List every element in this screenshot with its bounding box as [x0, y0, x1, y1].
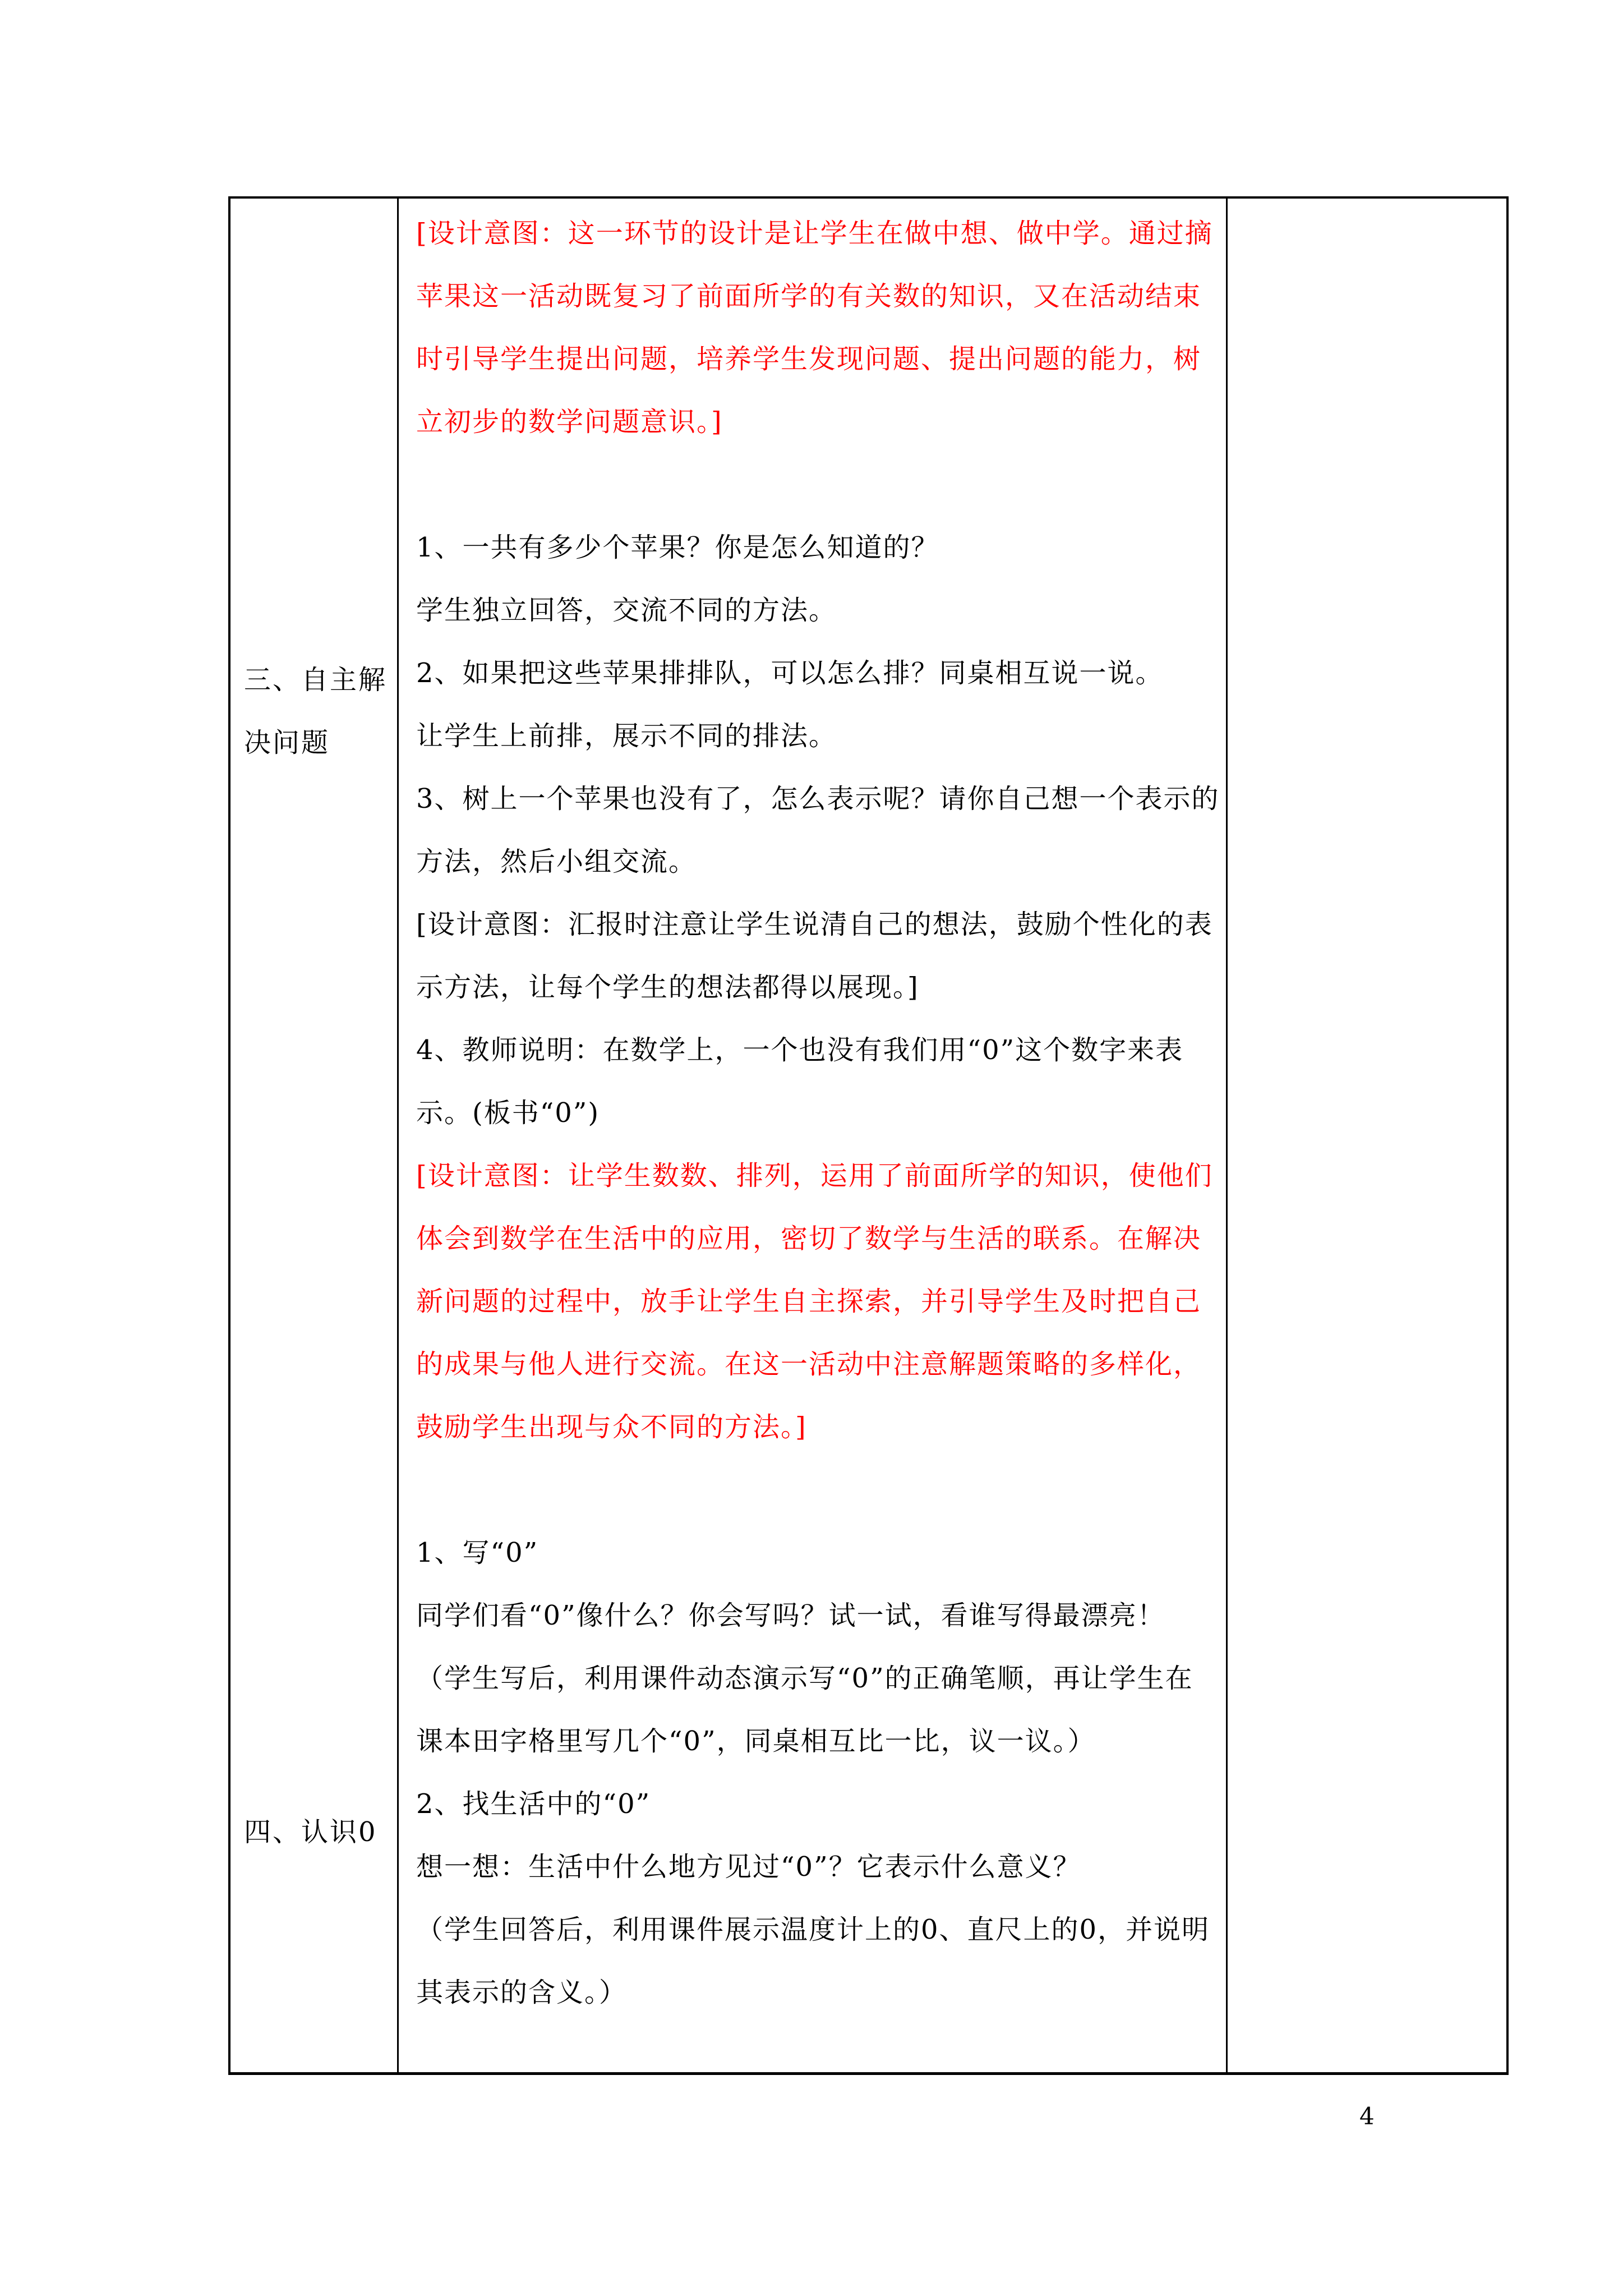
- stage-label-line: 三、自主解: [244, 664, 388, 696]
- section-gap: [416, 1458, 1224, 1521]
- content-line: 同学们看“0”像什么？你会写吗？试一试，看谁写得最漂亮！: [416, 1600, 1165, 1631]
- table-divider-notes: [1226, 196, 1228, 2075]
- design-intent-line: 的成果与他人进行交流。在这一活动中注意解题策略的多样化，: [416, 1349, 1202, 1380]
- content-line: 学生独立回答，交流不同的方法。: [416, 595, 837, 626]
- table-divider-stage: [397, 196, 399, 2075]
- design-intent-line: [设计意图：让学生数数、排列，运用了前面所学的知识，使他们: [416, 1160, 1213, 1191]
- content-line: 1、写“0”: [416, 1537, 539, 1568]
- content-line: 2、如果把这些苹果排排队，可以怎么排？同桌相互说一说。: [416, 657, 1164, 689]
- table-top-border: [228, 196, 1509, 199]
- content-line: 方法，然后小组交流。: [416, 846, 697, 877]
- table-right-border: [1506, 196, 1509, 2075]
- content-line: 示方法，让每个学生的想法都得以展现。]: [416, 972, 919, 1003]
- content-line: 想一想：生活中什么地方见过“0”？它表示什么意义？: [416, 1851, 1081, 1883]
- content-line: 示。(板书“0”): [416, 1097, 600, 1129]
- content-line: （学生回答后，利用课件展示温度计上的0、直尺上的0，并说明: [416, 1914, 1210, 1945]
- content-line: 4、教师说明：在数学上，一个也没有我们用“0”这个数字来表: [416, 1034, 1184, 1066]
- page-number: 4: [1359, 2102, 1375, 2130]
- content-line: 课本田字格里写几个“0”，同桌相互比一比，议一议。）: [416, 1726, 1096, 1757]
- content-cell: [416, 202, 1224, 2024]
- design-intent-line: 新问题的过程中，放手让学生自主探索，并引导学生及时把自己: [416, 1286, 1202, 1317]
- table-left-border: [228, 196, 230, 2075]
- content-line: 2、找生活中的“0”: [416, 1788, 651, 1820]
- design-intent-line: 体会到数学在生活中的应用，密切了数学与生活的联系。在解决: [416, 1223, 1202, 1254]
- stage-label-line: 决问题: [244, 727, 330, 758]
- design-intent-line: 时引导学生提出问题，培养学生发现问题、提出问题的能力，树: [416, 343, 1202, 375]
- content-line: 让学生上前排，展示不同的排法。: [416, 720, 837, 752]
- design-intent-line: 立初步的数学问题意识。]: [416, 406, 723, 438]
- content-line: 其表示的含义。）: [416, 1977, 628, 2008]
- stage-label-four: 四、认识0: [244, 1816, 377, 1848]
- row-three-content: [416, 202, 1224, 1458]
- design-intent-line: [设计意图：这一环节的设计是让学生在做中想、做中学。通过摘: [416, 218, 1213, 249]
- content-line: [设计意图：汇报时注意让学生说清自己的想法，鼓励个性化的表: [416, 909, 1213, 940]
- design-intent-line: 鼓励学生出现与众不同的方法。]: [416, 1411, 807, 1443]
- content-line: （学生写后，利用课件动态演示写“0”的正确笔顺，再让学生在: [416, 1663, 1193, 1694]
- stage-label-three: [244, 648, 395, 774]
- content-line: 1、一共有多少个苹果？你是怎么知道的？: [416, 532, 939, 563]
- row-four-content: [416, 1521, 1224, 2024]
- content-line: [416, 453, 1224, 516]
- content-line: 3、树上一个苹果也没有了，怎么表示呢？请你自己想一个表示的: [416, 783, 1220, 815]
- table-bottom-border: [228, 2072, 1509, 2075]
- design-intent-line: 苹果这一活动既复习了前面所学的有关数的知识，又在活动结束: [416, 280, 1202, 312]
